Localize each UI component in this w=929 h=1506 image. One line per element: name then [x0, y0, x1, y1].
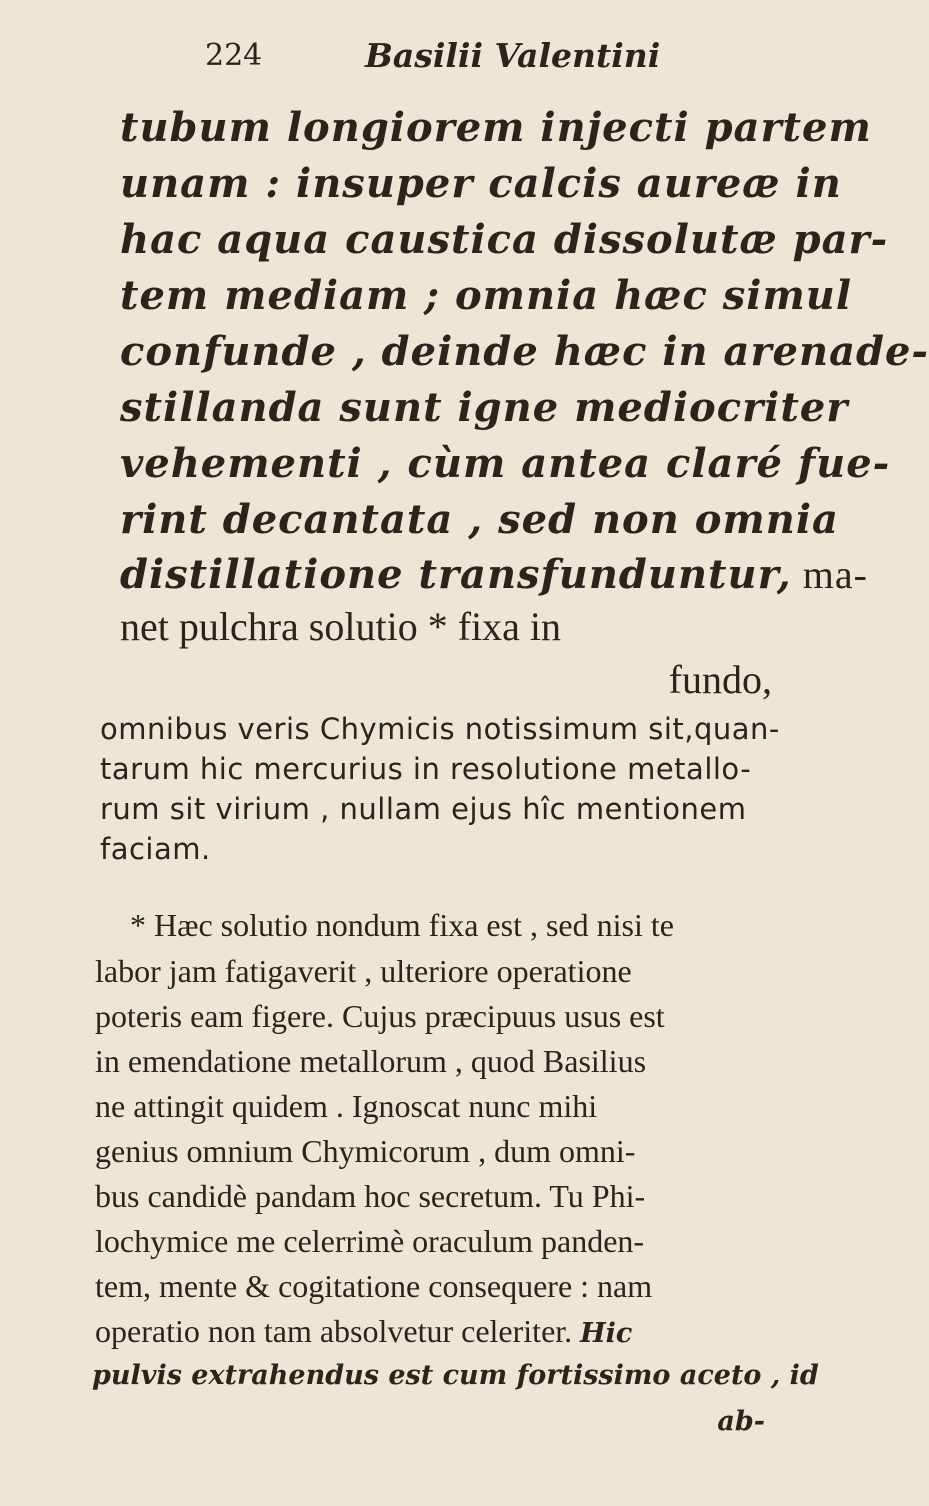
note-line: genius omnium Chymicorum , dum omni-	[95, 1133, 636, 1169]
text-line: net pulchra solutio * fixa in	[120, 604, 562, 649]
note-line: bus candidè pandam hoc secretum. Tu Phi-	[95, 1178, 646, 1214]
note-line: in emendatione metallorum , quod Basilius	[95, 1043, 647, 1079]
text-line: confunde , deinde hæc in arenade-	[120, 328, 929, 375]
italic-fragment: Hic	[580, 1318, 633, 1349]
page-number: 224	[205, 38, 263, 73]
text-line: stillanda sunt igne mediocriter	[120, 384, 849, 431]
text-line: hac aqua caustica dissolutæ par-	[120, 216, 889, 263]
italic-fragment: distillatione transfunduntur,	[120, 551, 792, 598]
note-line: ne attingit quidem . Ignoscat nunc mihi	[95, 1088, 598, 1124]
roman-fragment: ma-	[791, 552, 868, 597]
note-line: labor jam fatigaverit , ulteriore operatione	[95, 953, 632, 989]
running-title: Basilii Valentini	[365, 36, 661, 75]
text-line: tem mediam ; omnia hæc simul	[120, 272, 853, 319]
page-header	[205, 38, 665, 98]
text-line: vehementi , cùm antea claré fue-	[120, 440, 891, 487]
note-line: tem, mente & cogitatione consequere : nam	[95, 1268, 653, 1304]
note-line-mixed	[95, 1313, 632, 1350]
text-line-mixed	[120, 551, 868, 598]
text-line: rum sit virium , nullam ejus hîc mentionem	[100, 792, 747, 826]
roman-fragment: operatio non tam absolvetur celeriter.	[95, 1313, 573, 1349]
note-line: lochymice me celerrimè oraculum panden-	[95, 1223, 645, 1259]
note-line: * Hæc solutio nondum fixa est , sed nisi te	[130, 907, 674, 943]
text-line: omnibus veris Chymicis notissimum sit,quan-	[100, 712, 780, 746]
note-line: pulvis extrahendus est cum fortissimo aceto , id	[92, 1360, 819, 1391]
catchword: ab-	[717, 1406, 765, 1437]
text-line: unam : insuper calcis aureæ in	[120, 160, 842, 207]
text-line: rint decantata , sed non omnia	[120, 496, 839, 543]
text-line: tarum hic mercurius in resolutione metallo-	[100, 752, 752, 786]
text-line: faciam.	[100, 832, 211, 866]
note-line: poteris eam figere. Cujus præcipuus usus est	[95, 998, 665, 1034]
text-line: fundo,	[668, 657, 772, 702]
text-line: tubum longiorem injecti partem	[120, 104, 872, 151]
